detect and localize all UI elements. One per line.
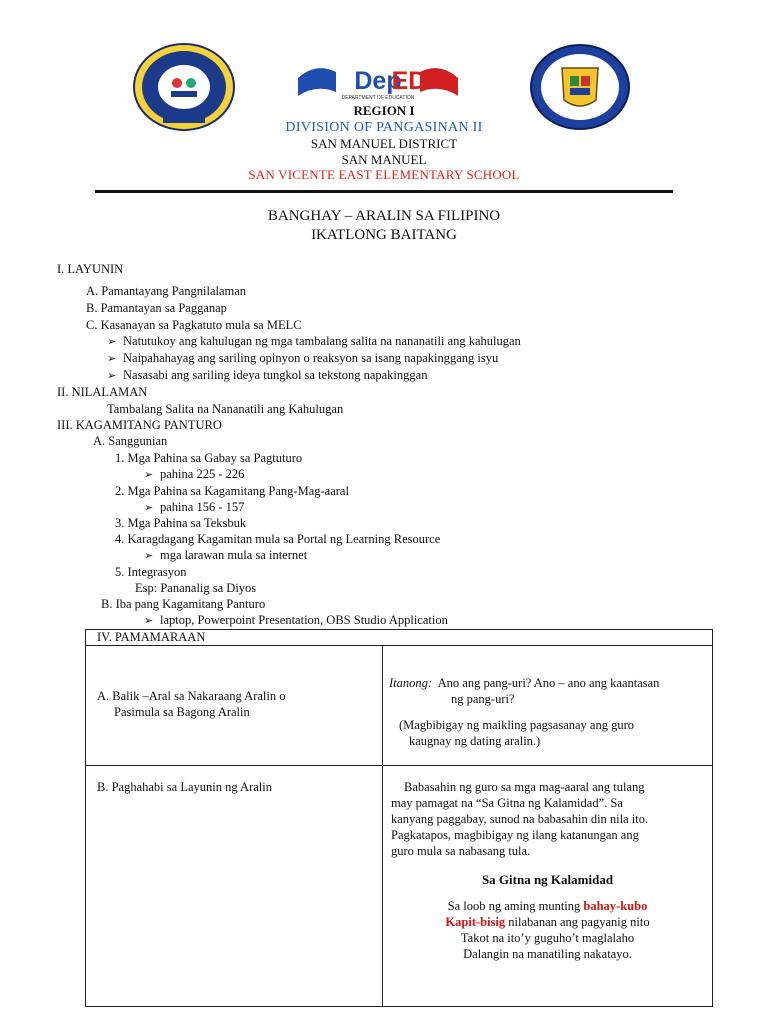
table-cell (86, 766, 383, 1007)
table-header-cell (86, 630, 713, 646)
table-cell (383, 646, 713, 766)
note-line1: (Magbibigay ng maikling pagsasanay ang guro (399, 718, 635, 732)
row-a-label-line2: Pasimula sa Bagong Aralin (114, 705, 250, 719)
arrow-bullet-icon: ➢ (107, 353, 117, 365)
town-label: SAN MANUEL (341, 152, 427, 167)
list-item: ➢ Naipahahayag ang sariling opinyon o reaksyon sa isang napakinggang isyu (107, 351, 499, 365)
arrow-bullet-icon: ➢ (144, 550, 154, 562)
district-label: SAN MANUEL DISTRICT (310, 136, 458, 151)
itanong-question-cont: ng pang-uri? (451, 692, 515, 706)
poem-line-4: Dalangin na manatiling nakatayo. (463, 947, 632, 961)
poem-title: Sa Gitna ng Kalamidad (481, 872, 614, 887)
svg-text:Dep: Dep (354, 67, 402, 95)
paragraph-line: Babasahin ng guro sa mga mag-aaral ang tulang (404, 780, 645, 794)
arrow-bullet-icon: ➢ (107, 370, 117, 382)
poem-line-1: Sa loob ng aming munting bahay-kubo (447, 899, 648, 913)
list-item: ➢ laptop, Powerpoint Presentation, OBS Studio Application (144, 613, 448, 627)
row-a-label-line1: A. Balik –Aral sa Nakaraang Aralin o (97, 689, 286, 703)
arrow-bullet-icon: ➢ (107, 336, 117, 348)
table-row (86, 630, 713, 646)
table-row (86, 646, 713, 766)
note-line2: kaugnay ng dating aralin.) (409, 734, 541, 748)
list-item: ➢ Nasasabi ang sariling ideya tungkol sa tekstong napakinggan (107, 368, 428, 382)
table-row (86, 766, 713, 1007)
layunin-item-c: C. Kasanayan sa Pagkatuto mula sa MELC (86, 318, 302, 332)
pamamaraan-table (85, 629, 713, 1007)
division-label: DIVISION OF PANGASINAN II (285, 120, 483, 135)
section-layunin-heading: I. LAYUNIN (57, 262, 124, 276)
deped-logo (296, 62, 460, 102)
paragraph-line: may pamagat na “Sa Gitna ng Kalamidad”. Sa (391, 796, 623, 810)
layunin-item-b: B. Pamantayan sa Pagganap (86, 301, 227, 315)
svg-text:DEPARTMENT OF EDUCATION: DEPARTMENT OF EDUCATION (341, 95, 415, 101)
poem-line-2: Kapit-bisig nilabanan ang pagyanig nito (445, 915, 650, 929)
sanggunian-item-5: 5. Integrasyon (115, 565, 187, 579)
sanggunian-item-2: 2. Mga Pahina sa Kagamitang Pang-Mag-aaral (115, 484, 349, 498)
kagamitan-item-a: A. Sanggunian (93, 434, 168, 448)
sanggunian-item-1: 1. Mga Pahina sa Gabay sa Pagtuturo (115, 451, 303, 465)
table-cell (383, 766, 713, 1007)
arrow-bullet-icon: ➢ (144, 502, 154, 514)
list-item: ➢ Natutukoy ang kahulugan ng mga tambalang salita na nananatili ang kahulugan (107, 334, 521, 348)
list-item: ➢ pahina 225 - 226 (144, 467, 245, 481)
nilalaman-text: Tambalang Salita na Nananatili ang Kahulugan (107, 402, 344, 416)
layunin-item-a: A. Pamantayang Pangnilalaman (86, 284, 247, 298)
document-title: BANGHAY – ARALIN SA FILIPINO (267, 208, 501, 224)
table-cell (86, 646, 383, 766)
svg-text:ED: ED (391, 67, 427, 95)
section-nilalaman-heading: II. NILALAMAN (57, 385, 148, 399)
school-name: SAN VICENTE EAST ELEMENTARY SCHOOL (248, 167, 520, 182)
arrow-bullet-icon: ➢ (144, 615, 154, 627)
paragraph-line: guro mula sa nabasang tula. (391, 844, 531, 858)
paragraph-line: kanyang paggabay, sunod na babasahin din nila ito. (391, 812, 649, 826)
paragraph-line: Pagkatapos, magbibigay ng ilang katanungan ang (391, 828, 639, 842)
integrasyon-text: Esp: Pananalig sa Diyos (135, 581, 257, 595)
header-divider (95, 190, 673, 193)
list-item: ➢ mga larawan mula sa internet (144, 548, 308, 562)
section-kagamitan-heading: III. KAGAMITANG PANTURO (57, 418, 222, 432)
list-item: ➢ pahina 156 - 157 (144, 500, 245, 514)
sanggunian-item-3: 3. Mga Pahina sa Teksbuk (115, 516, 247, 530)
kagamitan-item-b: B. Iba pang Kagamitang Panturo (101, 597, 266, 611)
poem-line-3: Takot na ito’y guguho’t maglalaho (460, 931, 635, 945)
region-label: REGION I (353, 103, 415, 118)
itanong-question: Ano ang pang-uri? Ano – ano ang kaantasan (437, 676, 660, 690)
sanggunian-item-4: 4. Karagdagang Kagamitan mula sa Portal ng Learning Resource (115, 532, 441, 546)
arrow-bullet-icon: ➢ (144, 469, 154, 481)
row-b-label: B. Paghahabi sa Layunin ng Aralin (97, 780, 272, 794)
grade-level: IKATLONG BAITANG (311, 227, 457, 243)
itanong-label: Itanong: (389, 676, 433, 690)
section-pamamaraan-heading: IV. PAMAMARAAN (97, 630, 206, 644)
